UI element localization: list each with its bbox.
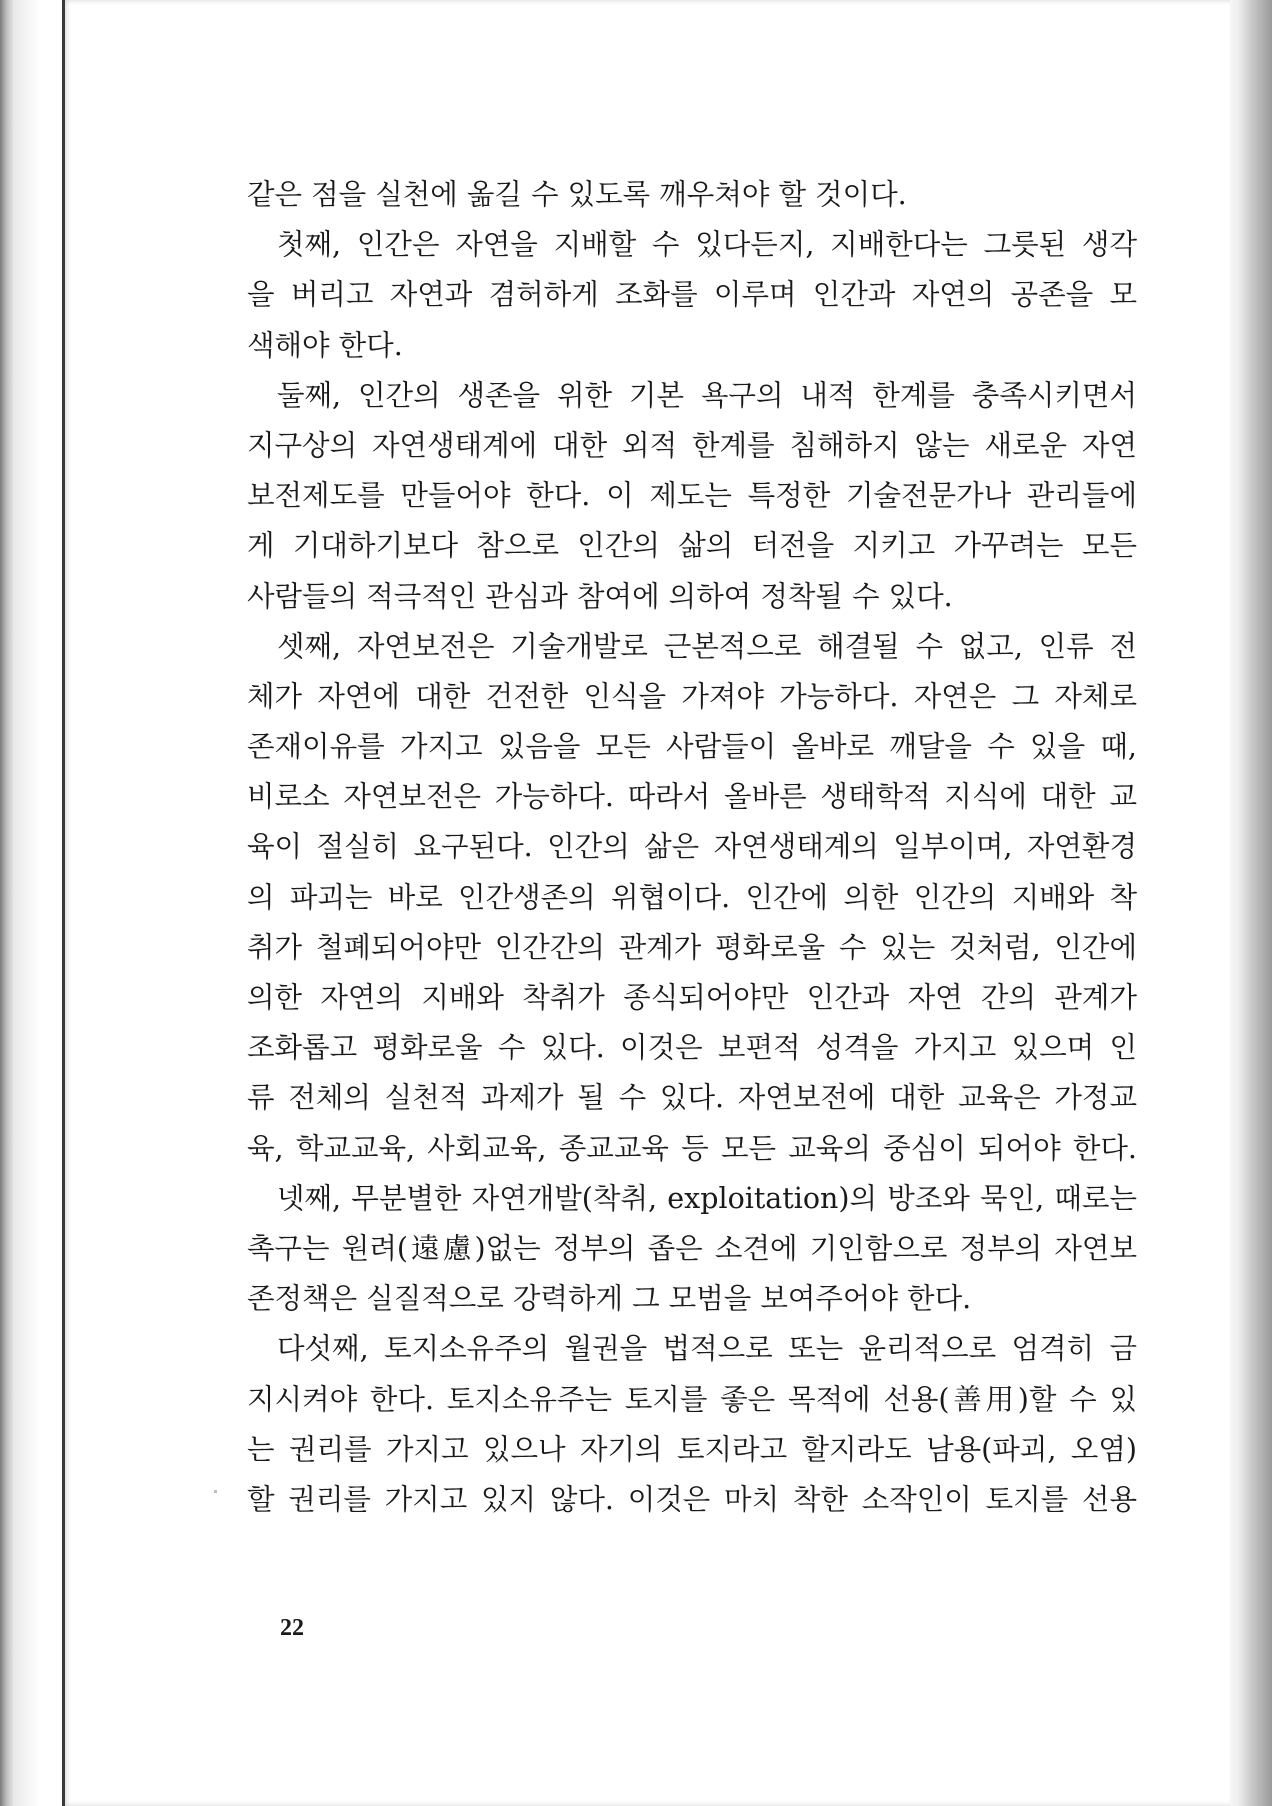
page-binding-edge <box>62 0 65 1806</box>
text-line: 존정책은 실질적으로 강력하게 그 모범을 보여주어야 한다. <box>247 1282 972 1316</box>
text-line: 비로소 자연보전은 가능하다. 따라서 올바른 생태학적 지식에 대한 교 <box>247 780 1137 814</box>
text-line: 같은 점을 실천에 옮길 수 있도록 깨우쳐야 할 것이다. <box>247 178 907 211</box>
body-text <box>247 170 1137 1525</box>
text-line: 사람들의 적극적인 관심과 참여에 의하여 정착될 수 있다. <box>247 579 953 613</box>
text-line: 취가 철폐되어야만 인간간의 관계가 평화로울 수 있는 것처럼, 인간에 <box>247 930 1137 964</box>
text-line: 을 버리고 자연과 겸허하게 조화를 이루며 인간과 자연의 공존을 모 <box>247 278 1137 312</box>
text-line: 의 파괴는 바로 인간생존의 위협이다. 인간에 의한 인간의 지배와 착 <box>247 880 1137 914</box>
page-number: 22 <box>280 1615 304 1641</box>
text-line: 체가 자연에 대한 건전한 인식을 가져야 가능하다. 자연은 그 자체로 <box>247 679 1137 713</box>
text-line: 지시켜야 한다. 토지소유주는 토지를 좋은 목적에 선용(善用)할 수 있 <box>247 1382 1137 1416</box>
text-line: 조화롭고 평화로울 수 있다. 이것은 보편적 성격을 가지고 있으며 인 <box>247 1031 1137 1065</box>
text-line: 보전제도를 만들어야 한다. 이 제도는 특정한 기술전문가나 관리들에 <box>247 479 1137 513</box>
text-line: 게 기대하기보다 참으로 인간의 삶의 터전을 지키고 가꾸려는 모든 <box>247 529 1137 563</box>
text-line: 둘째, 인간의 생존을 위한 기본 욕구의 내적 한계를 충족시키면서 <box>277 378 1137 412</box>
scan-speck <box>214 1490 217 1493</box>
text-line: 육, 학교교육, 사회교육, 종교교육 등 모든 교육의 중심이 되어야 한다. <box>247 1131 1137 1165</box>
text-line: 존재이유를 가지고 있음을 모든 사람들이 올바로 깨달을 수 있을 때, <box>247 730 1137 764</box>
text-line: 육이 절실히 요구된다. 인간의 삶은 자연생태계의 일부이며, 자연환경 <box>247 830 1137 864</box>
text-line: 색해야 한다. <box>247 328 403 362</box>
text-line: 지구상의 자연생태계에 대한 외적 한계를 침해하지 않는 새로운 자연 <box>247 428 1137 462</box>
text-line: 할 권리를 가지고 있지 않다. 이것은 마치 착한 소작인이 토지를 선용 <box>247 1482 1137 1516</box>
text-line: 는 권리를 가지고 있으나 자기의 토지라고 할지라도 남용(파괴, 오염) <box>247 1432 1137 1466</box>
text-line: 넷째, 무분별한 자연개발(착취, exploitation)의 방조와 묵인, 때로는 <box>277 1181 1137 1215</box>
text-line: 촉구는 원려(遠慮)없는 정부의 좁은 소견에 기인함으로 정부의 자연보 <box>247 1231 1137 1265</box>
text-line: 류 전체의 실천적 과제가 될 수 있다. 자연보전에 대한 교육은 가정교 <box>247 1081 1137 1115</box>
text-line: 첫째, 인간은 자연을 지배할 수 있다든지, 지배한다는 그릇된 생각 <box>277 228 1137 262</box>
text-line: 셋째, 자연보전은 기술개발로 근본적으로 해결될 수 없고, 인류 전 <box>277 629 1137 663</box>
text-line: 다섯째, 토지소유주의 월권을 법적으로 또는 윤리적으로 엄격히 금 <box>277 1332 1137 1366</box>
text-line: 의한 자연의 지배와 착취가 종식되어야만 인간과 자연 간의 관계가 <box>247 981 1137 1014</box>
